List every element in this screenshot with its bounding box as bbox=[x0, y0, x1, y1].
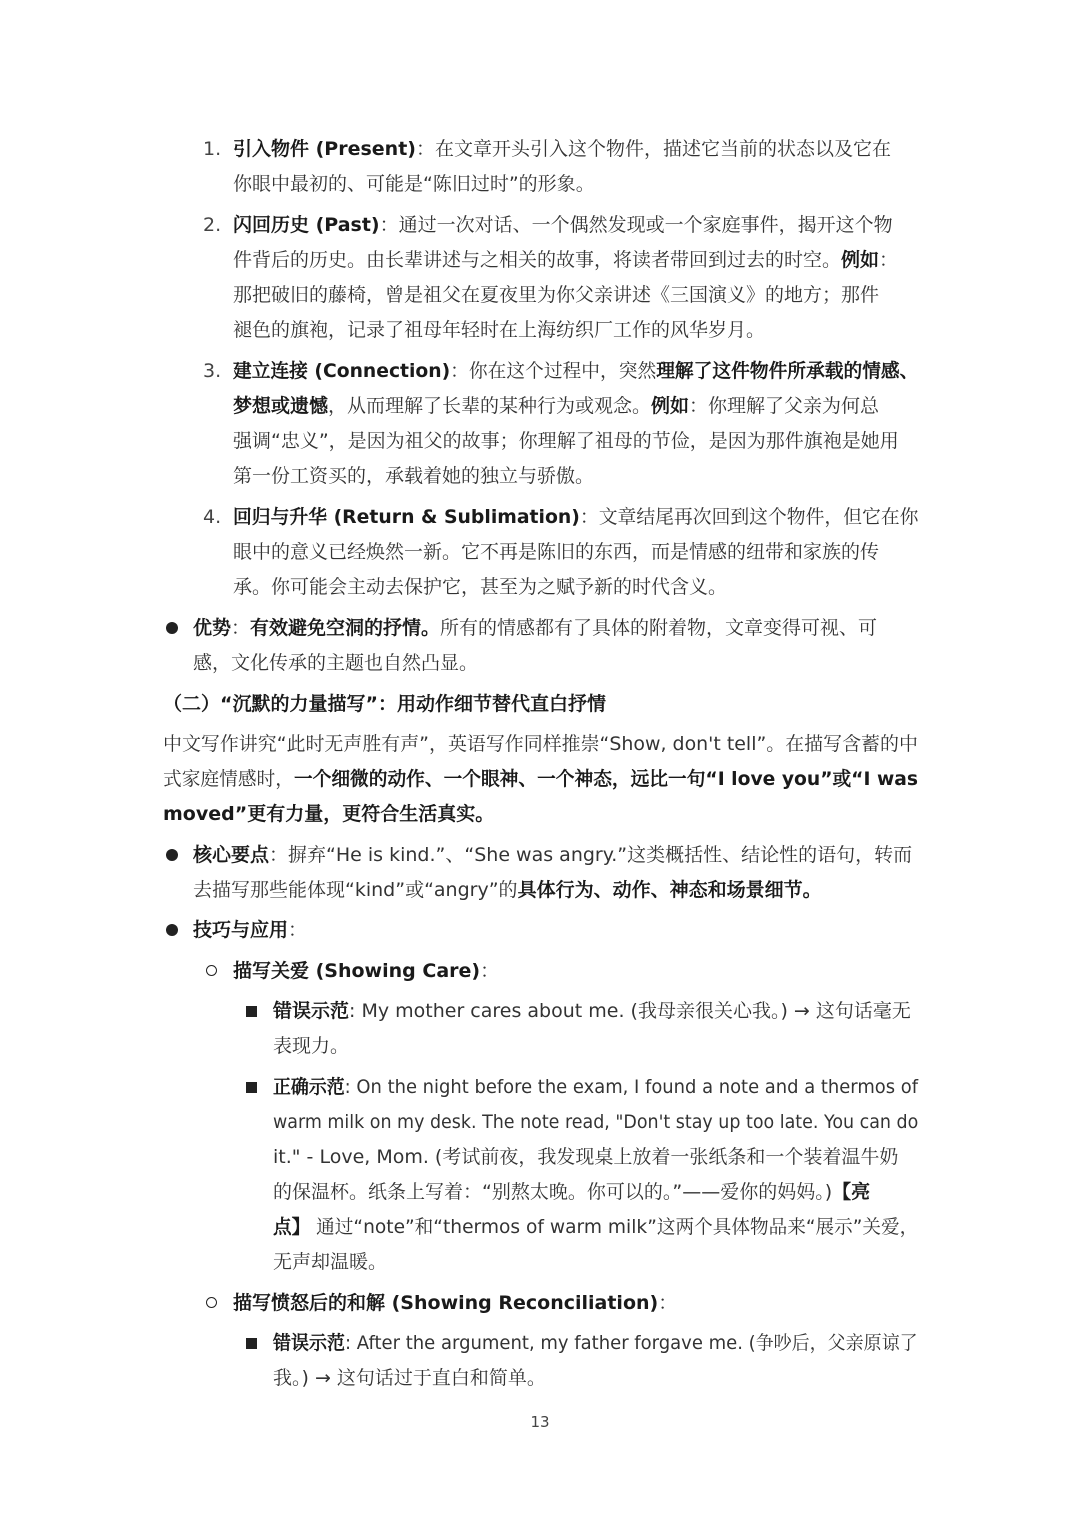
item-4-line-3: 承。你可能会主动去保护它，甚至为之赋予新的时代含义。 bbox=[233, 576, 728, 598]
item-3-text-2a: 梦想或遗憾 bbox=[233, 395, 329, 417]
core-line-2 bbox=[193, 873, 822, 908]
reconcile-label: 描写愤怒后的和解 (Showing Reconciliation) bbox=[233, 1292, 659, 1314]
item-2-line-2 bbox=[233, 243, 898, 278]
advantage-text-1: 所有的情感都有了具体的附着物，文章变得可视、可 bbox=[440, 617, 878, 639]
item-4-line-2: 眼中的意义已经焕然一新。它不再是陈旧的东西，而是情感的纽带和家族的传 bbox=[233, 541, 880, 563]
reconcile-heading bbox=[233, 1286, 677, 1321]
item-3-title: 建立连接 (Connection) bbox=[233, 360, 451, 382]
care-right-line-4 bbox=[273, 1175, 870, 1210]
care-right-text-5: 通过“note”和“thermos of warm milk”这两个具体物品来“展示”关爱， bbox=[310, 1216, 919, 1238]
item-3-text-2c: ：你理解了父亲为何总 bbox=[689, 395, 880, 417]
care-right-square-bullet-icon bbox=[246, 1082, 257, 1093]
advantage-bullet-icon bbox=[166, 622, 178, 634]
item-3-line-3: 强调“忠义”，是因为祖父的故事；你理解了祖母的节俭，是因为那件旗袍是她用 bbox=[233, 430, 899, 452]
core-sep: ： bbox=[269, 844, 289, 866]
item-3-example-label: 例如 bbox=[651, 395, 690, 417]
core-text-2a: 去描写那些能体现“kind”或“angry”的 bbox=[193, 879, 518, 901]
reconcile-wrong-line-1 bbox=[273, 1326, 918, 1361]
care-wrong-label: 错误示范 bbox=[273, 1000, 350, 1022]
item-2-title: 闪回历史 (Past) bbox=[233, 214, 380, 236]
technique-bullet-icon bbox=[166, 924, 178, 936]
care-circle-bullet-icon bbox=[206, 965, 217, 976]
item-1-line-1 bbox=[233, 132, 891, 167]
advantage-label: 优势 bbox=[193, 617, 232, 639]
item-3-text-2b: ，从而理解了长辈的某种行为或观念。 bbox=[328, 395, 652, 417]
care-right-line-2: warm milk on my desk. The note read, "Don't stay up too late. You can do bbox=[273, 1111, 919, 1133]
reconcile-wrong-square-bullet-icon bbox=[246, 1338, 257, 1349]
item-3-line-1 bbox=[233, 354, 918, 389]
item-3-text-1b: 理解了这件物件所承载的情感、 bbox=[656, 360, 919, 382]
advantage-line-2: 感，文化传承的主题也自然凸显。 bbox=[193, 652, 479, 674]
reconcile-sep: ： bbox=[658, 1292, 678, 1314]
item-4-text-1: 文章结尾再次回到这个物件，但它在你 bbox=[598, 506, 919, 528]
item-2-line-4: 褪色的旗袍，记录了祖母年轻时在上海纺织厂工作的风华岁月。 bbox=[233, 319, 766, 341]
care-heading bbox=[233, 954, 499, 989]
item-3-text-1a: 你在这个过程中，突然 bbox=[468, 360, 657, 382]
intro-text-2a: 式家庭情感时， bbox=[163, 768, 294, 790]
intro-line-2 bbox=[163, 762, 918, 797]
item-2-example-sep: ： bbox=[879, 249, 899, 271]
care-right-text-1: : On the night before the exam, I found a note and a thermos of bbox=[344, 1076, 919, 1098]
item-1-text-1: 在文章开头引入这个物件，描述它当前的状态以及它在 bbox=[434, 138, 891, 160]
technique-label: 技巧与应用 bbox=[193, 919, 289, 941]
advantage-sep: ： bbox=[231, 617, 251, 639]
core-bullet-icon bbox=[166, 849, 178, 861]
care-right-label: 正确示范 bbox=[273, 1076, 345, 1098]
item-4-title: 回归与升华 (Return & Sublimation) bbox=[233, 506, 580, 528]
item-1-sep: ： bbox=[415, 138, 435, 160]
item-2-number: 2. bbox=[203, 214, 222, 236]
intro-text-2b: 一个细微的动作、一个眼神、一个神态，远比一句“I love you”或“I was bbox=[293, 768, 918, 790]
care-right-line-6: 无声却温暖。 bbox=[273, 1251, 388, 1273]
care-right-line-1 bbox=[273, 1070, 918, 1105]
care-right-text-4: 的保温杯。纸条上写着：“别熬太晚。你可以的。”——爱你的妈妈。) bbox=[273, 1181, 833, 1203]
care-wrong-text-1: : My mother cares about me. (我母亲很关心我。) → 这句话毫无 bbox=[349, 1000, 911, 1022]
care-wrong-line-1 bbox=[273, 994, 911, 1029]
item-4-sep: ： bbox=[579, 506, 599, 528]
technique-line bbox=[193, 913, 307, 948]
core-text-1: 摒弃“He is kind.”、“She was angry.”这类概括性、结论性的语句，转而 bbox=[288, 844, 913, 866]
core-line-1 bbox=[193, 838, 912, 873]
item-1-line-2: 你眼中最初的、可能是“陈旧过时”的形象。 bbox=[233, 173, 595, 195]
item-2-example-label: 例如 bbox=[841, 249, 880, 271]
item-3-line-2 bbox=[233, 389, 879, 424]
care-wrong-square-bullet-icon bbox=[246, 1006, 257, 1017]
reconcile-circle-bullet-icon bbox=[206, 1297, 217, 1308]
reconcile-wrong-text-1: : After the argument, my father forgave me. (争吵后，父亲原谅了 bbox=[344, 1332, 918, 1354]
advantage-line-1 bbox=[193, 611, 877, 646]
item-2-line-3: 那把破旧的藤椅，曾是祖父在夏夜里为你父亲讲述《三国演义》的地方；那件 bbox=[233, 284, 880, 306]
item-1-number: 1. bbox=[203, 138, 222, 160]
item-4-line-1 bbox=[233, 500, 918, 535]
page-number: 13 bbox=[530, 1413, 550, 1431]
section-heading: （二）“沉默的力量描写”：用动作细节替代直白抒情 bbox=[163, 693, 606, 715]
item-2-sep: ： bbox=[379, 214, 399, 236]
reconcile-wrong-label: 错误示范 bbox=[273, 1332, 345, 1354]
item-2-text-1: 通过一次对话、一个偶然发现或一个家庭事件，揭开这个物 bbox=[398, 214, 893, 236]
technique-sep: ： bbox=[288, 919, 308, 941]
item-2-text-2: 件背后的历史。由长辈讲述与之相关的故事，将读者带回到过去的时空。 bbox=[233, 249, 842, 271]
care-highlight-a: 【亮 bbox=[832, 1181, 871, 1203]
item-4-number: 4. bbox=[203, 506, 222, 528]
care-label: 描写关爱 (Showing Care) bbox=[233, 960, 481, 982]
core-text-2b: 具体行为、动作、神态和场景细节。 bbox=[517, 879, 822, 901]
care-right-line-5 bbox=[273, 1210, 918, 1245]
advantage-bold: 有效避免空洞的抒情。 bbox=[250, 617, 441, 639]
item-2-line-1 bbox=[233, 208, 893, 243]
care-right-line-3: it." - Love, Mom. (考试前夜，我发现桌上放着一张纸条和一个装着温牛奶 bbox=[273, 1146, 899, 1168]
item-3-number: 3. bbox=[203, 360, 222, 382]
intro-line-1: 中文写作讲究“此时无声胜有声”，英语写作同样推崇“Show, don't tell”。在描写含蓄的中 bbox=[163, 733, 918, 755]
item-3-line-4: 第一份工资买的，承载着她的独立与骄傲。 bbox=[233, 465, 595, 487]
care-highlight-b: 点】 bbox=[273, 1216, 311, 1238]
item-3-sep: ： bbox=[450, 360, 469, 382]
reconcile-wrong-line-2: 我。) → 这句话过于直白和简单。 bbox=[273, 1367, 546, 1389]
intro-line-3: moved”更有力量，更符合生活真实。 bbox=[163, 803, 495, 825]
care-wrong-line-2: 表现力。 bbox=[273, 1035, 350, 1057]
core-label: 核心要点 bbox=[193, 844, 270, 866]
care-sep: ： bbox=[480, 960, 500, 982]
item-1-title: 引入物件 (Present) bbox=[233, 138, 416, 160]
